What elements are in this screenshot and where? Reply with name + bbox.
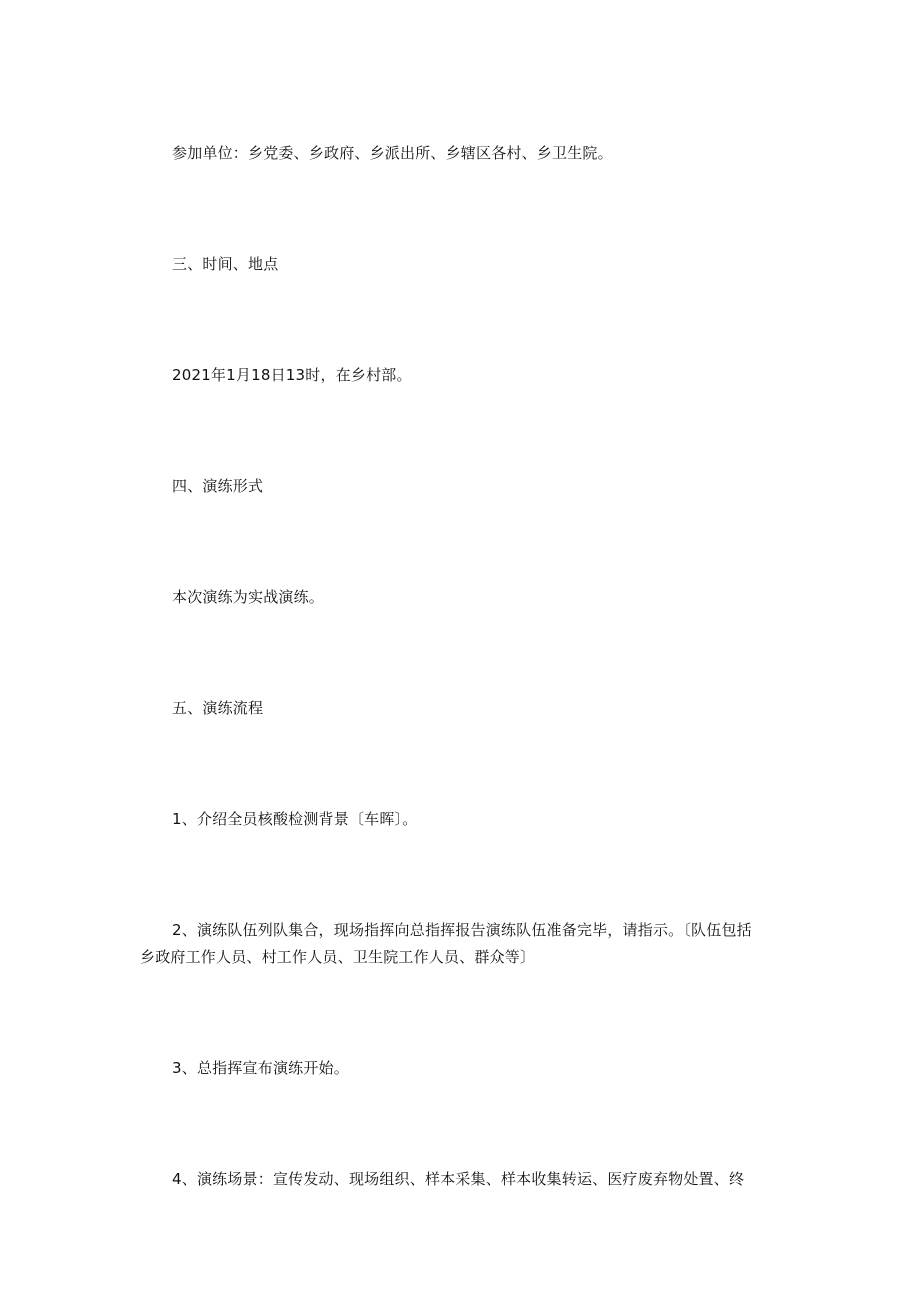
process-step-2-line-1: 2、演练队伍列队集合，现场指挥向总指挥报告演练队伍准备完毕，请指示。〔队伍包括 [172,921,752,939]
process-step-1: 1、介绍全员核酸检测背景〔车晖〕。 [172,810,418,828]
section-heading-drill-form: 四、演练形式 [172,477,264,495]
drill-form-paragraph: 本次演练为实战演练。 [172,588,325,606]
section-heading-time-place: 三、时间、地点 [172,255,279,273]
date-place-paragraph: 2021年1月18日13时，在乡村部。 [172,366,412,384]
process-step-3: 3、总指挥宣布演练开始。 [172,1059,349,1077]
section-heading-drill-process: 五、演练流程 [172,699,264,717]
participants-paragraph: 参加单位：乡党委、乡政府、乡派出所、乡辖区各村、乡卫生院。 [172,144,613,162]
process-step-4: 4、演练场景：宣传发动、现场组织、样本采集、样本收集转运、医疗废弃物处置、终 [172,1170,745,1188]
process-step-2-line-2: 乡政府工作人员、村工作人员、卫生院工作人员、群众等〕 [140,948,536,966]
